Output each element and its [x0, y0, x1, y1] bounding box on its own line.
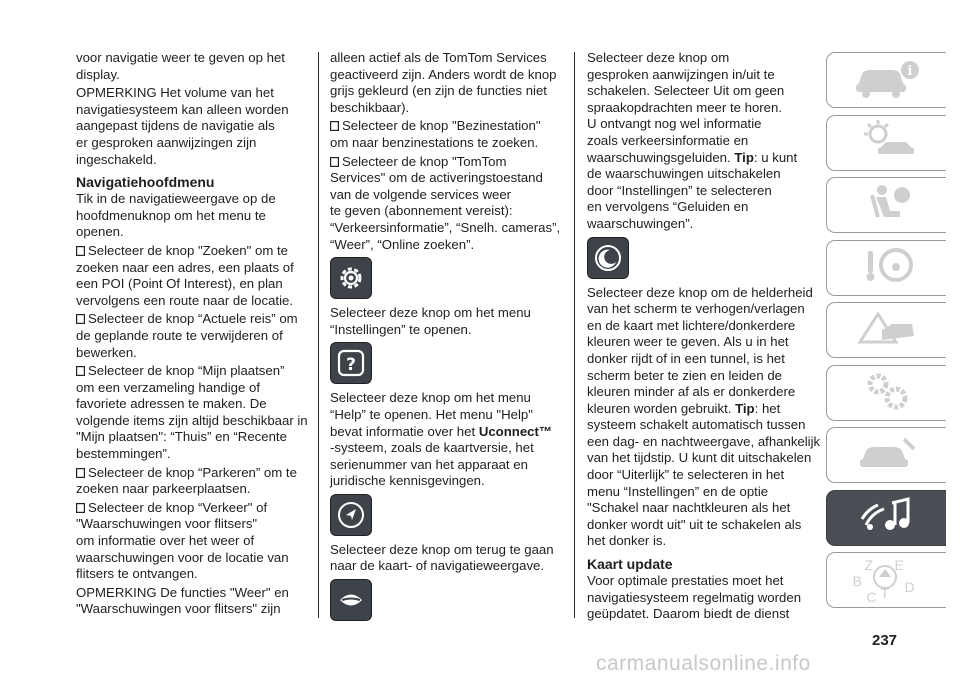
warning-triangle-icon	[852, 306, 922, 355]
index-letters-icon: Z E B C D T	[852, 557, 915, 605]
chapter-tabs	[826, 52, 946, 615]
page-number: 237	[872, 632, 898, 649]
tab-safety[interactable]	[826, 177, 946, 233]
car-wrench-icon	[852, 431, 922, 480]
watermark: carmanualsonline.info	[596, 652, 811, 675]
seat-airbag-icon	[852, 181, 922, 230]
tab-technical-data[interactable]	[826, 427, 946, 483]
paragraph: Selecteer deze knop om gesproken aanwijzingen in/uit te schakelen. Selecteer Uit om geen spraakopdrachten meer te horen. U ontvangt nog wel informatie zoals verkeersinformatie en waarschuwingsgeluiden. Tip: u kunt de waarschuwingen uitschakelen door “Instellingen” te selecteren en vervolgens “Geluiden en waarschuwingen”.	[587, 50, 798, 231]
bullet-text: Selecteer de knop “Verkeer" of "Waarschuwingen voor flitsers" om informatie over het weer of waarschuwingen voor de locatie van flitsers te ontvangen.	[76, 499, 289, 582]
bullet-item	[76, 363, 312, 463]
voice-lips-icon	[330, 579, 372, 621]
lights-icon	[852, 118, 922, 167]
bullet-item	[76, 243, 312, 309]
bullet-item	[76, 311, 312, 361]
bullet-text: Selecteer de knop "Bezinestation" om naar benzinestations te zoeken.	[330, 118, 541, 150]
column-divider	[574, 52, 575, 618]
paragraph: voor navigatie weer te geven op het display.	[76, 50, 285, 82]
bullet-text: Selecteer de knop “Parkeren” om te zoeken naar parkeerplaatsen.	[76, 464, 297, 497]
tab-index[interactable]	[826, 552, 946, 608]
checkbox-bullet-icon	[330, 119, 339, 129]
bullet-text: Selecteer de knop “Mijn plaatsen” om een verzameling handige of favoriete adressen te maken. De volgende items zijn altijd beschikbaar in "Mijn plaatsen": “Thuis” en “Recente bestemmingen”.	[76, 363, 308, 462]
tab-multimedia[interactable]	[826, 490, 946, 546]
checkbox-bullet-icon	[76, 364, 85, 374]
navigation-arrow-icon	[330, 494, 372, 536]
bullet-item	[76, 500, 312, 583]
paragraph: Selecteer deze knop om het menu “Instellingen” te openen.	[330, 305, 531, 337]
car-info-icon	[852, 56, 922, 105]
column-middle	[330, 50, 566, 627]
bullet-text: Selecteer de knop “Actuele reis” om de geplande route te verwijderen of bewerken.	[76, 311, 298, 360]
svg-text:?: ?	[346, 355, 356, 376]
help-icon	[330, 342, 372, 384]
column-right	[587, 50, 827, 625]
svg-text:i: i	[907, 63, 912, 79]
tab-lights-warnings[interactable]	[826, 115, 946, 171]
gears-icon	[852, 368, 922, 417]
checkbox-bullet-icon	[76, 244, 85, 254]
paragraph: Selecteer deze knop om het menu “Help” te openen. Het menu "Help" bevat informatie over het Uconnect™ -systeem, zoals de kaartversie, het serienummer van het apparaat en juridische kennisgevingen.	[330, 390, 553, 489]
tab-emergency[interactable]	[826, 302, 946, 358]
night-mode-icon	[587, 237, 629, 279]
paragraph: Selecteer deze knop om terug te gaan naar de kaart- of navigatieweergave.	[330, 541, 554, 574]
bullet-item	[330, 154, 566, 254]
paragraph: alleen actief als de TomTom Services geactiveerd zijn. Anders wordt de knop grijs gekleurd (en zijn de functies niet beschikbaar).	[330, 50, 557, 115]
column-left	[76, 50, 312, 620]
checkbox-bullet-icon	[76, 312, 85, 322]
checkbox-bullet-icon	[76, 501, 85, 511]
column-divider	[318, 52, 319, 618]
multimedia-note-icon	[852, 493, 922, 542]
bullet-text: Selecteer de knop "TomTom Services" om de activeringstoestand van de volgende services weer te geven (abonnement vereist): “Verkeersinformatie”, “Snelh. cameras”, “Weer”, “Online zoeken”.	[330, 153, 561, 252]
settings-icon	[330, 257, 372, 299]
bullet-text: Selecteer de knop "Zoeken" om te zoeken naar een adres, een plaats of een POI (Point Of Interest), en plan vervolgens een route naar de locatie.	[76, 242, 294, 308]
section-heading: Kaart update	[587, 556, 673, 573]
paragraph: Selecteer deze knop om de helderheid van het scherm te verhogen/verlagen en de kaart met lichtere/donkerdere kleuren weer te geven. Als u in het donker rijdt of in een tunnel, is het scherm beter te zien en leiden de kleuren minder af als er donkerdere kleuren worden gebruikt. Tip: het systeem schakelt automatisch tussen een dag- en nachtweergave, afhankelijk van het tijdstip. U kunt dit uitschakelen door “Uiterlijk” te selecteren in het menu “Instellingen” en de optie "Schakel naar nachtkleuren als het donker wordt uit" uit te schakelen als het donker is.	[587, 284, 821, 549]
paragraph: Voor optimale prestaties moet het navigatiesysteem regelmatig worden geüpdatet. Daarom biedt de dienst	[587, 573, 802, 622]
tab-starting-driving[interactable]	[826, 240, 946, 296]
checkbox-bullet-icon	[330, 155, 339, 165]
bullet-item	[76, 465, 312, 498]
paragraph: Tik in de navigatieweergave op de hoofdmenuknop om het menu te openen.	[76, 191, 276, 240]
section-heading: Navigatiehoofdmenu	[76, 174, 215, 191]
bullet-item	[330, 118, 566, 151]
tab-maintenance[interactable]	[826, 365, 946, 421]
checkbox-bullet-icon	[76, 466, 85, 476]
steering-wheel-icon	[852, 243, 922, 292]
note-paragraph: OPMERKING Het volume van het navigatiesysteem kan alleen worden aangepast tijdens de navigatie als er gesproken aanwijzingen zijn ingeschakeld.	[76, 85, 289, 167]
tab-dashboard-info[interactable]	[826, 52, 946, 108]
note-paragraph: OPMERKING De functies "Weer" en "Waarschuwingen voor flitsers" zijn	[76, 584, 289, 617]
